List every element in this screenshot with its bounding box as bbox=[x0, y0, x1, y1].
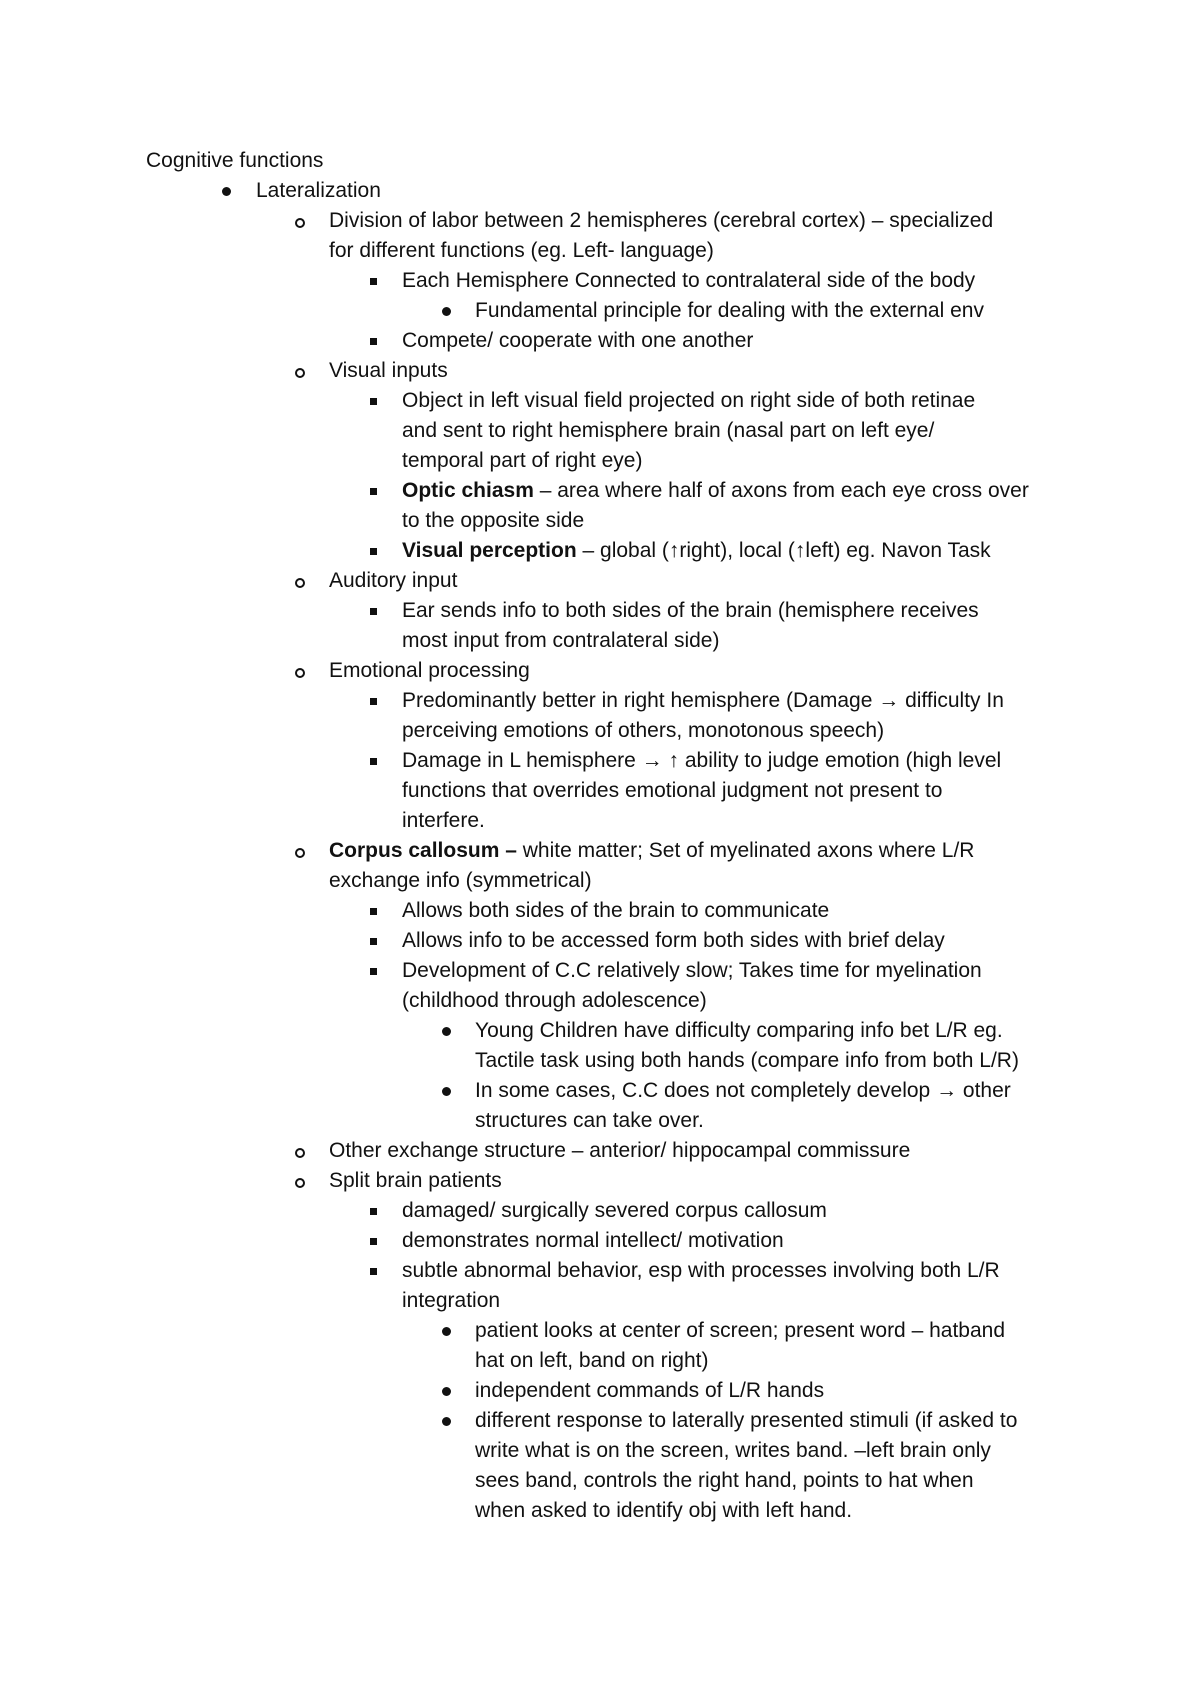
bullet-square-icon bbox=[365, 386, 385, 416]
list-item-continuation: integration bbox=[402, 1289, 501, 1312]
list-item: Compete/ cooperate with one another bbox=[0, 326, 1200, 356]
list-item: different response to laterally presented stimuli (if asked to bbox=[0, 1406, 1200, 1436]
list-item: Lateralization bbox=[0, 176, 1200, 206]
term-optic-chiasm: Optic chiasm bbox=[402, 479, 534, 502]
bullet-circle-icon bbox=[291, 1166, 311, 1196]
bullet-dot-icon bbox=[218, 176, 238, 206]
bullet-circle-icon bbox=[291, 1136, 311, 1166]
list-item-continuation: when asked to identify obj with left hand. bbox=[475, 1499, 853, 1522]
list-item: damaged/ surgically severed corpus callosum bbox=[0, 1196, 1200, 1226]
list-item-continuation: write what is on the screen, writes band. –left brain only bbox=[475, 1439, 991, 1462]
list-item-continuation: and sent to right hemisphere brain (nasal part on left eye/ bbox=[402, 419, 935, 442]
list-item: Other exchange structure – anterior/ hippocampal commissure bbox=[0, 1136, 1200, 1166]
list-item-continuation: sees band, controls the right hand, points to hat when bbox=[475, 1469, 974, 1492]
bullet-square-icon bbox=[365, 926, 385, 956]
bullet-square-icon bbox=[365, 326, 385, 356]
term-corpus-callosum: Corpus callosum – bbox=[329, 839, 517, 862]
list-item-continuation: hat on left, band on right) bbox=[475, 1349, 709, 1372]
bullet-dot-icon bbox=[438, 1076, 458, 1106]
list-item-continuation: perceiving emotions of others, monotonous speech) bbox=[402, 719, 885, 742]
bullet-square-icon bbox=[365, 1196, 385, 1226]
list-item: Object in left visual field projected on right side of both retinae bbox=[0, 386, 1200, 416]
list-item-continuation: structures can take over. bbox=[475, 1109, 704, 1132]
list-item: Predominantly better in right hemisphere (Damage → difficulty In bbox=[0, 686, 1200, 716]
list-item: independent commands of L/R hands bbox=[0, 1376, 1200, 1406]
bullet-circle-icon bbox=[291, 566, 311, 596]
list-item: Development of C.C relatively slow; Takes time for myelination bbox=[0, 956, 1200, 986]
bullet-dot-icon bbox=[438, 1376, 458, 1406]
list-item: Auditory input bbox=[0, 566, 1200, 596]
bullet-circle-icon bbox=[291, 356, 311, 386]
list-item-continuation: functions that overrides emotional judgment not present to bbox=[402, 779, 943, 802]
bullet-dot-icon bbox=[438, 1316, 458, 1346]
bullet-circle-icon bbox=[291, 836, 311, 866]
list-item: Optic chiasm – area where half of axons from each eye cross over bbox=[0, 476, 1200, 506]
bullet-square-icon bbox=[365, 536, 385, 566]
list-item: Fundamental principle for dealing with the external env bbox=[0, 296, 1200, 326]
list-item: demonstrates normal intellect/ motivation bbox=[0, 1226, 1200, 1256]
list-item: Damage in L hemisphere → ↑ ability to judge emotion (high level bbox=[0, 746, 1200, 776]
list-item: patient looks at center of screen; present word – hatband bbox=[0, 1316, 1200, 1346]
list-item: Visual perception – global (↑right), local (↑left) eg. Navon Task bbox=[0, 536, 1200, 566]
bullet-square-icon bbox=[365, 476, 385, 506]
outline-list bbox=[0, 176, 1200, 1526]
bullet-circle-icon bbox=[291, 656, 311, 686]
list-item: Split brain patients bbox=[0, 1166, 1200, 1196]
bullet-dot-icon bbox=[438, 1016, 458, 1046]
bullet-square-icon bbox=[365, 1226, 385, 1256]
list-item: subtle abnormal behavior, esp with processes involving both L/R bbox=[0, 1256, 1200, 1286]
bullet-square-icon bbox=[365, 956, 385, 986]
list-item: In some cases, C.C does not completely develop → other bbox=[0, 1076, 1200, 1106]
list-item-continuation: most input from contralateral side) bbox=[402, 629, 720, 652]
term-visual-perception: Visual perception bbox=[402, 539, 577, 562]
list-item-continuation: interfere. bbox=[402, 809, 485, 832]
list-item: Visual inputs bbox=[0, 356, 1200, 386]
bullet-dot-icon bbox=[438, 1406, 458, 1436]
list-item-continuation: for different functions (eg. Left- language) bbox=[329, 239, 714, 262]
bullet-circle-icon bbox=[291, 206, 311, 236]
list-item: Division of labor between 2 hemispheres (cerebral cortex) – specialized bbox=[0, 206, 1200, 236]
page-title: Cognitive functions bbox=[146, 149, 324, 172]
list-item-continuation: Tactile task using both hands (compare info from both L/R) bbox=[475, 1049, 1019, 1072]
bullet-square-icon bbox=[365, 266, 385, 296]
list-item-continuation: (childhood through adolescence) bbox=[402, 989, 707, 1012]
bullet-square-icon bbox=[365, 1256, 385, 1286]
list-item-continuation: to the opposite side bbox=[402, 509, 585, 532]
bullet-square-icon bbox=[365, 746, 385, 776]
list-item: Ear sends info to both sides of the brain (hemisphere receives bbox=[0, 596, 1200, 626]
list-item-continuation: temporal part of right eye) bbox=[402, 449, 643, 472]
list-item: Allows info to be accessed form both sides with brief delay bbox=[0, 926, 1200, 956]
bullet-square-icon bbox=[365, 596, 385, 626]
list-item: Corpus callosum – white matter; Set of myelinated axons where L/R bbox=[0, 836, 1200, 866]
bullet-square-icon bbox=[365, 686, 385, 716]
list-item: Each Hemisphere Connected to contralateral side of the body bbox=[0, 266, 1200, 296]
list-item: Allows both sides of the brain to communicate bbox=[0, 896, 1200, 926]
list-item: Young Children have difficulty comparing info bet L/R eg. bbox=[0, 1016, 1200, 1046]
list-item: Emotional processing bbox=[0, 656, 1200, 686]
bullet-dot-icon bbox=[438, 296, 458, 326]
list-item-continuation: exchange info (symmetrical) bbox=[329, 869, 592, 892]
bullet-square-icon bbox=[365, 896, 385, 926]
